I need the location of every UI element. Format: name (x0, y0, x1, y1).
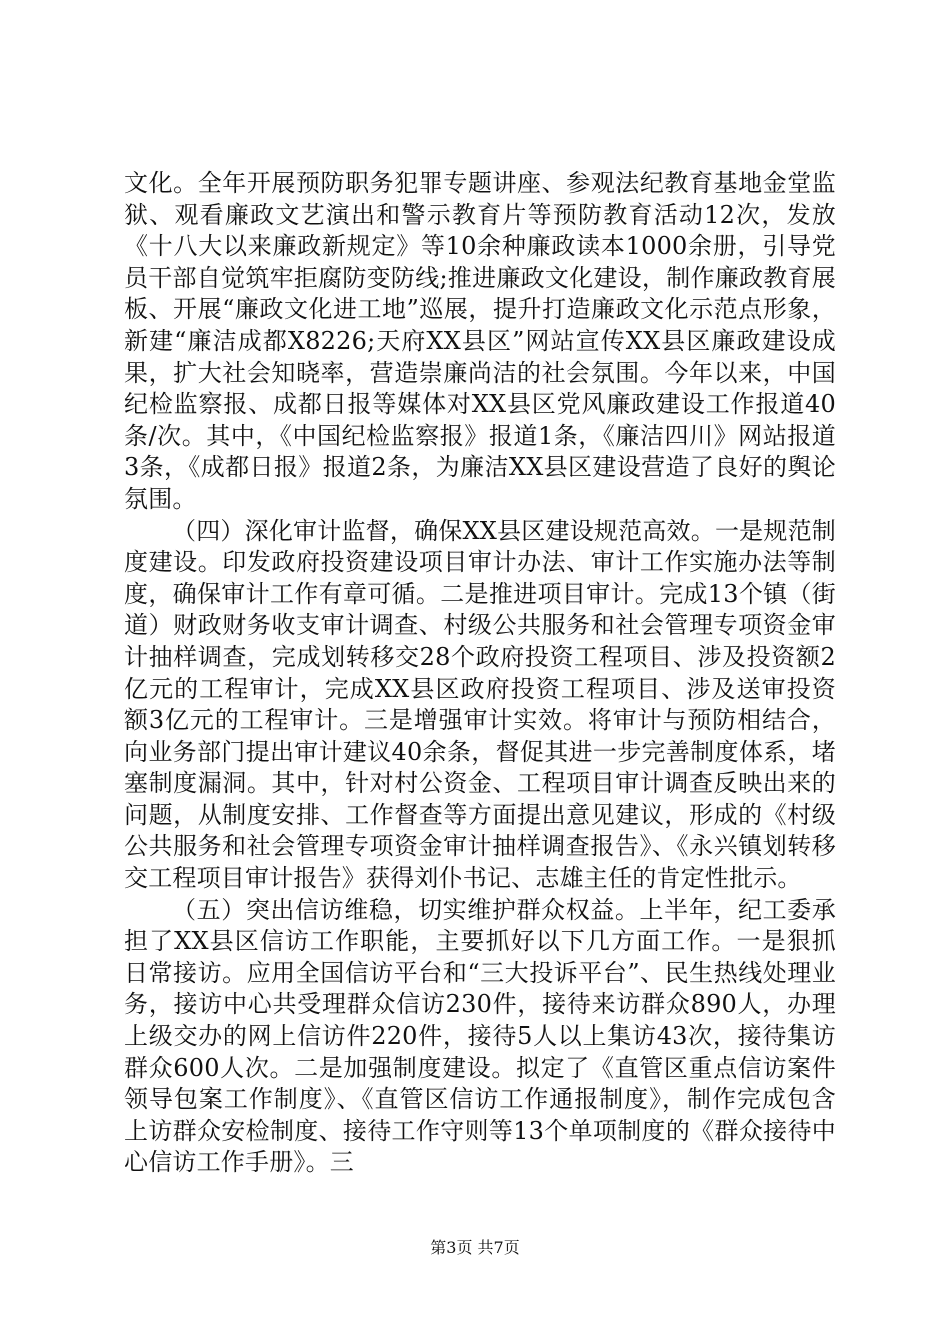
page-number: 第3页 共7页 (430, 1238, 520, 1257)
paragraph-1: 文化。全年开展预防职务犯罪专题讲座、参观法纪教育基地金堂监狱、观看廉政文艺演出和警示教育片等预防教育活动12次，发放《十八大以来廉政新规定》等10余种廉政读本1000余册，引导党员干部自觉筑牢拒腐防变防线;推进廉政文化建设，制作廉政教育展板、开展“廉政文化进工地”巡展，提升打造廉政文化示范点形象，新建“廉洁成都X8226;天府XX县区”网站宣传XX县区廉政建设成果，扩大社会知晓率，营造崇廉尚洁的社会氛围。今年以来，中国纪检监察报、成都日报等媒体对XX县区党风廉政建设工作报道40条/次。其中，《中国纪检监察报》报道1条，《廉洁四川》网站报道3条，《成都日报》报道2条，为廉洁XX县区建设营造了良好的舆论氛围。 (124, 169, 836, 513)
paragraph-3: （五）突出信访维稳，切实维护群众权益。上半年，纪工委承担了XX县区信访工作职能，主要抓好以下几方面工作。一是狠抓日常接访。应用全国信访平台和“三大投诉平台”、民生热线处理业务，接访中心共受理群众信访230件，接待来访群众890人，办理上级交办的网上信访件220件，接待5人以上集访43次，接待集访群众600人次。二是加强制度建设。拟定了《直管区重点信访案件领导包案工作制度》、《直管区信访工作通报制度》，制作完成包含上访群众安检制度、接待工作守则等13个单项制度的《群众接待中心信访工作手册》。三 (124, 895, 836, 1177)
document-body (124, 168, 836, 1179)
page-footer (0, 1238, 950, 1258)
paragraph-2: （四）深化审计监督，确保XX县区建设规范高效。一是规范制度建设。印发政府投资建设项目审计办法、审计工作实施办法等制度，确保审计工作有章可循。二是推进项目审计。完成13个镇（街道）财政财务收支审计调查、村级公共服务和社会管理专项资金审计抽样调查，完成划转移交28个政府投资工程项目、涉及投资额2亿元的工程审计，完成XX县区政府投资工程项目、涉及送审投资额3亿元的工程审计。三是增强审计实效。将审计与预防相结合，向业务部门提出审计建议40余条，督促其进一步完善制度体系，堵塞制度漏洞。其中，针对村公资金、工程项目审计调查反映出来的问题，从制度安排、工作督查等方面提出意见建议，形成的《村级公共服务和社会管理专项资金审计抽样调查报告》、《永兴镇划转移交工程项目审计报告》获得刘仆书记、志雄主任的肯定性批示。 (124, 516, 836, 893)
